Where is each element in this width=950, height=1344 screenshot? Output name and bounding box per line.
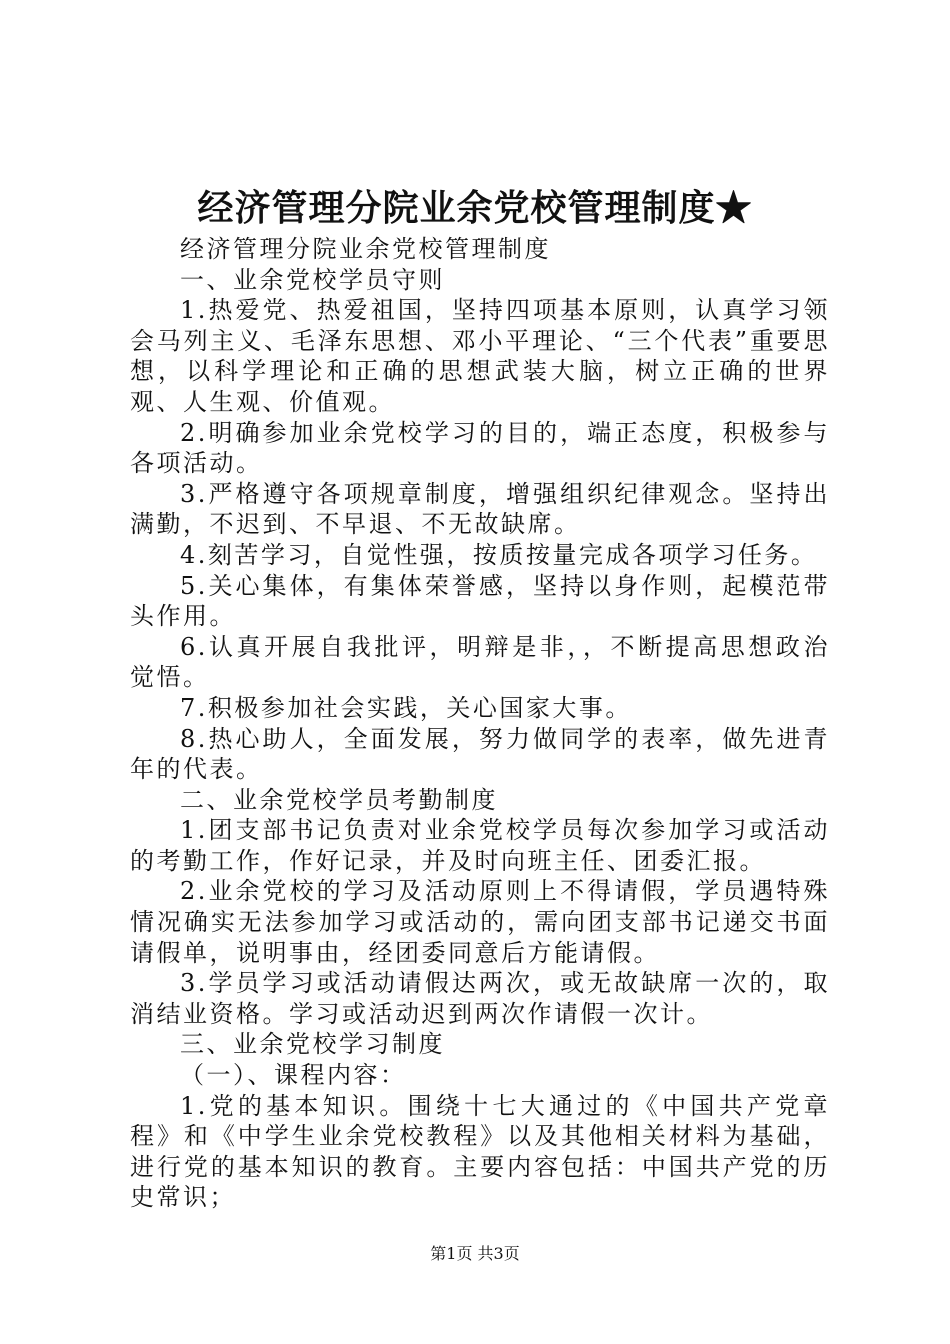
document-body — [130, 234, 830, 1213]
paragraph: 8.热心助人，全面发展，努力做同学的表率，做先进青年的代表。 — [130, 724, 830, 784]
paragraph: 2.业余党校的学习及活动原则上不得请假，学员遇特殊情况确实无法参加学习或活动的，需向团支部书记递交书面请假单，说明事由，经团委同意后方能请假。 — [130, 877, 830, 967]
section-heading: 一、业余党校学员守则 — [180, 265, 445, 294]
document-title: 经济管理分院业余党校管理制度★ — [197, 187, 753, 229]
paragraph: 1.热爱党、热爱祖国，坚持四项基本原则，认真学习领会马列主义、毛泽东思想、邓小平理论、“三个代表”重要思想，以科学理论和正确的思想武装大脑，树立正确的世界观、人生观、价值观。 — [130, 296, 830, 416]
section-heading: 二、业余党校学员考勤制度 — [180, 785, 498, 814]
section-heading: 三、业余党校学习制度 — [180, 1030, 445, 1059]
paragraph: 7.积极参加社会实践，关心国家大事。 — [180, 693, 632, 722]
paragraph: 3.严格遵守各项规章制度，增强组织纪律观念。坚持出满勤，不迟到、不早退、不无故缺席。 — [130, 479, 830, 539]
paragraph: 6.认真开展自我批评，明辩是非，，不断提高思想政治觉悟。 — [130, 632, 830, 692]
paragraph: 2.明确参加业余党校学习的目的，端正态度，积极参与各项活动。 — [130, 418, 830, 478]
subsection-heading: （一）、课程内容： — [180, 1061, 407, 1090]
paragraph: 1.团支部书记负责对业余党校学员每次参加学习或活动的考勤工作，作好记录，并及时向班主任、团委汇报。 — [130, 816, 830, 875]
paragraph: 1.党的基本知识。围绕十七大通过的《中国共产党章程》和《中学生业余党校教程》以及其他相关材料为基础，进行党的基本知识的教育。主要内容包括：中国共产党的历史常识； — [130, 1091, 830, 1212]
page-footer: 第1页 共3页 — [430, 1244, 520, 1263]
paragraph: 3.学员学习或活动请假达两次，或无故缺席一次的，取消结业资格。学习或活动迟到两次作请假一次计。 — [130, 969, 830, 1028]
paragraph: 4.刻苦学习，自觉性强，按质按量完成各项学习任务。 — [180, 540, 818, 569]
paragraph: 5.关心集体，有集体荣誉感，坚持以身作则，起模范带头作用。 — [130, 571, 830, 631]
paragraph: 经济管理分院业余党校管理制度 — [180, 235, 551, 263]
